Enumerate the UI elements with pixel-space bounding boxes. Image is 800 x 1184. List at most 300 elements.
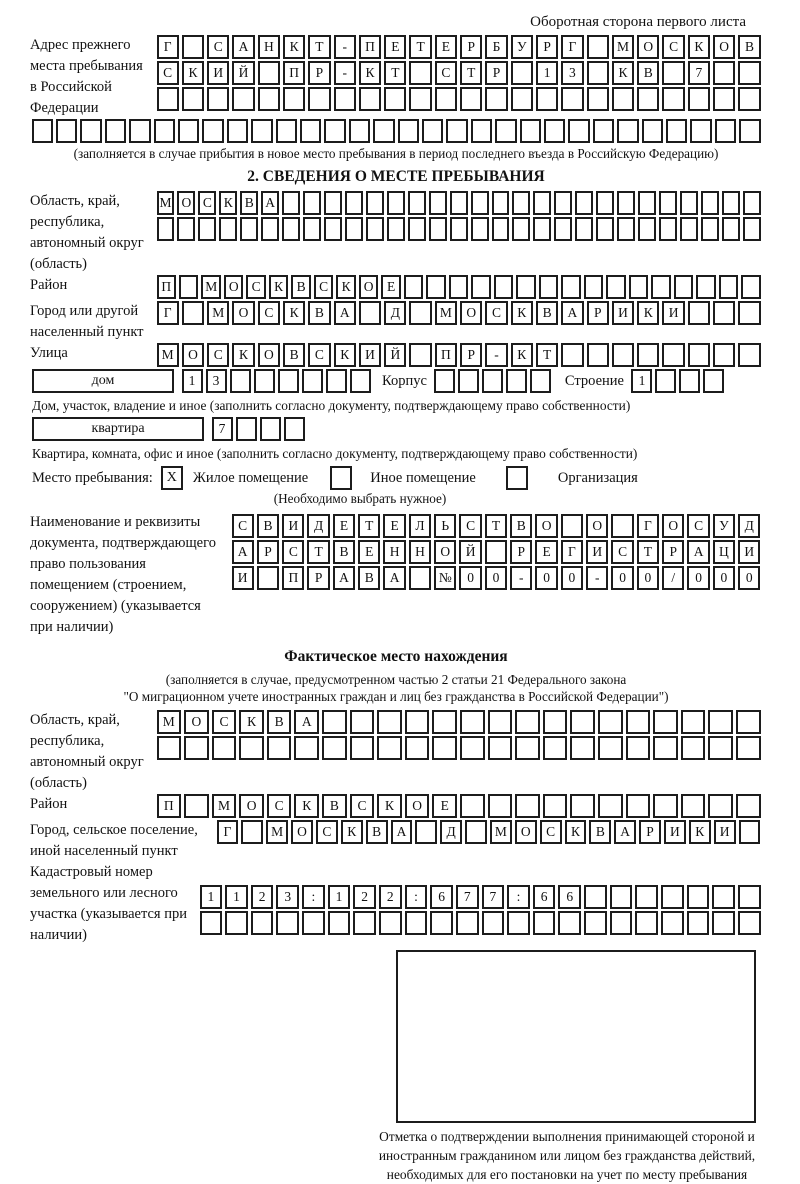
char-box: А	[232, 35, 254, 59]
char-box: А	[294, 710, 319, 734]
char-box: В	[308, 301, 330, 325]
char-box	[240, 217, 258, 241]
char-box	[662, 343, 684, 367]
char-box: 2	[379, 885, 402, 909]
house-caption: Дом, участок, владение и иное (заполнить согласно документу, подтверждающему право собственности)	[32, 398, 631, 413]
char-box: Д	[384, 301, 406, 325]
char-box	[429, 217, 447, 241]
char-box	[584, 885, 607, 909]
char-box	[282, 191, 300, 215]
char-box: С	[157, 61, 179, 85]
char-box	[257, 566, 279, 590]
char-box	[212, 736, 237, 760]
char-box: 0	[687, 566, 709, 590]
char-box	[422, 119, 443, 143]
char-box: О	[586, 514, 608, 538]
char-box: Г	[157, 301, 179, 325]
char-box	[450, 191, 468, 215]
char-box	[426, 275, 445, 299]
char-box: Т	[384, 61, 406, 85]
char-box: Е	[432, 794, 457, 818]
char-box	[575, 217, 593, 241]
actual-region-field	[30, 710, 762, 794]
char-box: Т	[409, 35, 431, 59]
char-box: А	[687, 540, 709, 564]
house-type-box: дом	[32, 369, 174, 393]
char-box	[575, 191, 593, 215]
apartment-cells	[210, 417, 306, 441]
char-box	[515, 794, 540, 818]
char-box	[200, 911, 223, 935]
actual-location-title: Фактическое место нахождения	[284, 648, 508, 665]
char-box	[713, 61, 735, 85]
char-box: Е	[381, 275, 400, 299]
char-box	[629, 275, 648, 299]
char-box: Г	[561, 540, 583, 564]
char-box: Й	[384, 343, 406, 367]
char-box: Л	[409, 514, 431, 538]
char-box: Н	[383, 540, 405, 564]
char-box: К	[377, 794, 402, 818]
char-box	[739, 119, 760, 143]
char-box	[32, 119, 53, 143]
char-box: А	[561, 301, 583, 325]
char-box	[154, 119, 175, 143]
char-box	[507, 911, 530, 935]
char-box	[598, 710, 623, 734]
city-field	[30, 301, 762, 343]
char-box: У	[511, 35, 533, 59]
char-box	[458, 369, 479, 393]
char-box: :	[405, 885, 428, 909]
document-row-2	[230, 540, 762, 564]
char-box: И	[664, 820, 686, 844]
stroenie-label: Строение	[564, 373, 624, 389]
char-box: М	[490, 820, 512, 844]
char-box	[687, 885, 710, 909]
char-box: О	[662, 514, 684, 538]
char-box: С	[687, 514, 709, 538]
stay-type-row	[32, 466, 762, 490]
char-box	[681, 710, 706, 734]
char-box: В	[291, 275, 310, 299]
char-box	[587, 35, 609, 59]
char-box	[350, 710, 375, 734]
char-box: 1	[225, 885, 248, 909]
char-box	[80, 119, 101, 143]
char-box	[515, 736, 540, 760]
char-box: 0	[535, 566, 557, 590]
char-box	[251, 911, 274, 935]
char-box	[276, 911, 299, 935]
char-box	[736, 710, 761, 734]
char-box: 0	[637, 566, 659, 590]
char-box: В	[637, 61, 659, 85]
actual-location-caption-1: (заполняется в случае, предусмотренном частью 2 статьи 21 Федерального закона	[165, 672, 627, 687]
char-box	[690, 119, 711, 143]
korpus-cells	[433, 369, 553, 393]
char-box: В	[358, 566, 380, 590]
char-box: В	[366, 820, 388, 844]
char-box: 1	[182, 369, 203, 393]
apartment-caption: Квартира, комната, офис и иное (заполнить согласно документу, подтверждающему право собственности)	[32, 446, 638, 461]
char-box: Г	[217, 820, 239, 844]
char-box	[515, 710, 540, 734]
char-box: :	[507, 885, 530, 909]
char-box	[409, 343, 431, 367]
char-box: К	[334, 343, 356, 367]
char-box	[653, 794, 678, 818]
char-box	[482, 369, 503, 393]
char-box: А	[261, 191, 279, 215]
char-box: 0	[459, 566, 481, 590]
char-box	[520, 119, 541, 143]
char-box	[409, 87, 431, 111]
char-box: С	[198, 191, 216, 215]
char-box: Т	[308, 35, 330, 59]
char-box	[366, 217, 384, 241]
document-row-3	[230, 566, 762, 590]
char-box	[666, 119, 687, 143]
char-box	[610, 911, 633, 935]
char-box	[488, 736, 513, 760]
char-box	[178, 119, 199, 143]
char-box	[258, 87, 280, 111]
char-box	[722, 217, 740, 241]
char-box	[736, 736, 761, 760]
char-box	[561, 514, 583, 538]
char-box	[708, 710, 733, 734]
district-row	[155, 275, 762, 299]
char-box	[701, 217, 719, 241]
char-box	[617, 217, 635, 241]
char-box	[596, 217, 614, 241]
char-box	[488, 710, 513, 734]
char-box	[512, 217, 530, 241]
char-box	[662, 87, 684, 111]
char-box: 7	[456, 885, 479, 909]
char-box: Д	[440, 820, 462, 844]
char-box: 0	[561, 566, 583, 590]
char-box: 0	[485, 566, 507, 590]
char-box	[182, 301, 204, 325]
actual-city-label: Город, сельское поселение, иной населенный пункт	[30, 822, 198, 859]
cadastre-row-2	[198, 911, 762, 935]
char-box	[637, 343, 659, 367]
char-box	[543, 736, 568, 760]
document-field	[30, 512, 762, 638]
char-box	[409, 566, 431, 590]
char-box	[379, 911, 402, 935]
corner-note: Оборотная сторона первого листа	[530, 14, 746, 30]
char-box: Р	[460, 35, 482, 59]
char-box	[258, 61, 280, 85]
char-box: Й	[232, 61, 254, 85]
char-box	[460, 794, 485, 818]
char-box	[492, 191, 510, 215]
char-box	[282, 217, 300, 241]
char-box: 3	[206, 369, 227, 393]
actual-region-row-2	[155, 736, 762, 760]
char-box: О	[232, 301, 254, 325]
char-box	[587, 61, 609, 85]
char-box	[680, 191, 698, 215]
char-box	[366, 191, 384, 215]
char-box	[387, 191, 405, 215]
char-box: К	[239, 710, 264, 734]
char-box: О	[713, 35, 735, 59]
char-box	[157, 217, 175, 241]
city-row	[155, 301, 762, 325]
char-box: О	[177, 191, 195, 215]
char-box	[387, 217, 405, 241]
char-box	[687, 911, 710, 935]
char-box	[713, 301, 735, 325]
char-box	[278, 369, 299, 393]
prev-address-row-3	[155, 87, 762, 111]
char-box: П	[157, 275, 176, 299]
char-box	[377, 710, 402, 734]
char-box: Е	[383, 514, 405, 538]
stay-type-label: Место пребывания:	[32, 470, 153, 486]
char-box: И	[612, 301, 634, 325]
char-box	[739, 820, 761, 844]
char-box	[326, 369, 347, 393]
char-box	[511, 61, 533, 85]
char-box	[449, 275, 468, 299]
char-box: А	[232, 540, 254, 564]
char-box: Т	[358, 514, 380, 538]
char-box: И	[662, 301, 684, 325]
char-box	[404, 275, 423, 299]
char-box	[539, 275, 558, 299]
region-field	[30, 191, 762, 275]
char-box	[570, 710, 595, 734]
char-box: 2	[251, 885, 274, 909]
char-box: Т	[637, 540, 659, 564]
char-box	[558, 911, 581, 935]
char-box	[283, 87, 305, 111]
char-box	[637, 87, 659, 111]
char-box	[350, 736, 375, 760]
char-box	[182, 87, 204, 111]
char-box	[533, 217, 551, 241]
char-box: К	[232, 343, 254, 367]
char-box	[679, 369, 700, 393]
char-box	[688, 301, 710, 325]
char-box	[353, 911, 376, 935]
stroenie-cells	[630, 369, 726, 393]
char-box	[506, 369, 527, 393]
char-box	[232, 87, 254, 111]
option-organization-label: Организация	[557, 470, 638, 486]
char-box	[662, 61, 684, 85]
char-box: Р	[587, 301, 609, 325]
char-box: Т	[485, 514, 507, 538]
document-label: Наименование и реквизиты документа, подтверждающего право пользования помещением (строением, сооружением) (указывается при наличии)	[30, 514, 216, 635]
char-box	[738, 61, 760, 85]
char-box	[688, 87, 710, 111]
char-box	[738, 343, 760, 367]
char-box: Е	[435, 35, 457, 59]
char-box: В	[589, 820, 611, 844]
cadastre-row-1	[198, 885, 762, 909]
apartment-type-box: квартира	[32, 417, 204, 441]
char-box: Р	[536, 35, 558, 59]
char-box	[350, 369, 371, 393]
char-box	[207, 87, 229, 111]
char-box: -	[334, 35, 356, 59]
char-box	[703, 369, 724, 393]
char-box	[409, 301, 431, 325]
char-box: С	[485, 301, 507, 325]
char-box: Р	[257, 540, 279, 564]
char-box	[713, 343, 735, 367]
char-box	[300, 119, 321, 143]
char-box	[432, 710, 457, 734]
char-box	[157, 87, 179, 111]
char-box	[722, 191, 740, 215]
option-other-premises-label: Иное помещение	[370, 470, 476, 486]
stamp-area	[364, 950, 770, 1184]
checkbox-residential: X	[161, 466, 183, 490]
char-box	[182, 35, 204, 59]
char-box: О	[405, 794, 430, 818]
char-box	[349, 119, 370, 143]
char-box	[56, 119, 77, 143]
char-box: С	[258, 301, 280, 325]
prev-address-row-1	[155, 35, 762, 59]
char-box	[738, 885, 761, 909]
char-box: Е	[358, 540, 380, 564]
prev-address-field	[30, 35, 762, 119]
char-box: К	[359, 61, 381, 85]
option-residential-label: Жилое помещение	[192, 470, 309, 486]
char-box	[512, 191, 530, 215]
char-box	[239, 736, 264, 760]
char-box	[241, 820, 263, 844]
char-box: О	[637, 35, 659, 59]
char-box	[405, 911, 428, 935]
char-box	[430, 911, 453, 935]
char-box: -	[334, 61, 356, 85]
char-box	[225, 911, 248, 935]
char-box: К	[269, 275, 288, 299]
char-box	[492, 217, 510, 241]
char-box: О	[359, 275, 378, 299]
char-box	[617, 119, 638, 143]
char-box	[405, 736, 430, 760]
actual-city-row	[215, 820, 762, 844]
char-box	[334, 87, 356, 111]
char-box: 3	[561, 61, 583, 85]
street-label: Улица	[30, 345, 68, 361]
char-box: К	[294, 794, 319, 818]
char-box	[653, 710, 678, 734]
char-box: Г	[157, 35, 179, 59]
char-box	[659, 191, 677, 215]
char-box	[157, 736, 182, 760]
char-box: С	[282, 540, 304, 564]
char-box	[635, 911, 658, 935]
char-box	[570, 794, 595, 818]
char-box: В	[283, 343, 305, 367]
region-label: Область, край, республика, автономный округ (область)	[30, 193, 144, 272]
char-box	[322, 710, 347, 734]
char-box: О	[224, 275, 243, 299]
char-box	[227, 119, 248, 143]
char-box: К	[612, 61, 634, 85]
char-box: Т	[307, 540, 329, 564]
char-box: С	[207, 343, 229, 367]
char-box: О	[460, 301, 482, 325]
char-box: С	[662, 35, 684, 59]
char-box	[485, 540, 507, 564]
street-field	[30, 343, 762, 369]
document-row-1	[230, 514, 762, 538]
char-box	[177, 217, 195, 241]
char-box: К	[688, 35, 710, 59]
char-box: М	[207, 301, 229, 325]
char-box	[715, 119, 736, 143]
char-box	[408, 191, 426, 215]
char-box: Р	[510, 540, 532, 564]
char-box: В	[536, 301, 558, 325]
char-box	[324, 191, 342, 215]
char-box	[635, 885, 658, 909]
char-box: Н	[258, 35, 280, 59]
char-box	[345, 217, 363, 241]
char-box: 7	[688, 61, 710, 85]
char-box	[696, 275, 715, 299]
char-box: 1	[328, 885, 351, 909]
char-box: Б	[485, 35, 507, 59]
prev-address-label: Адрес прежнего места пребывания в Российской Федерации	[30, 37, 143, 116]
char-box: А	[334, 301, 356, 325]
char-box: О	[515, 820, 537, 844]
actual-district-field	[30, 794, 762, 820]
checkbox-other-premises	[330, 466, 352, 490]
char-box	[471, 275, 490, 299]
char-box: К	[182, 61, 204, 85]
char-box: К	[511, 343, 533, 367]
char-box	[688, 343, 710, 367]
char-box	[460, 736, 485, 760]
char-box: Р	[460, 343, 482, 367]
char-box	[219, 217, 237, 241]
char-box	[294, 736, 319, 760]
char-box: М	[612, 35, 634, 59]
char-box: В	[322, 794, 347, 818]
char-box: 6	[533, 885, 556, 909]
char-box: /	[662, 566, 684, 590]
char-box	[708, 736, 733, 760]
char-box: В	[333, 540, 355, 564]
char-box	[533, 911, 556, 935]
char-box: А	[614, 820, 636, 844]
char-box	[405, 710, 430, 734]
char-box: 7	[482, 885, 505, 909]
char-box: П	[359, 35, 381, 59]
char-box	[681, 794, 706, 818]
char-box	[485, 87, 507, 111]
char-box	[129, 119, 150, 143]
char-box: С	[232, 514, 254, 538]
char-box	[105, 119, 126, 143]
char-box: К	[689, 820, 711, 844]
house-number-cells	[180, 369, 372, 393]
char-box	[598, 794, 623, 818]
